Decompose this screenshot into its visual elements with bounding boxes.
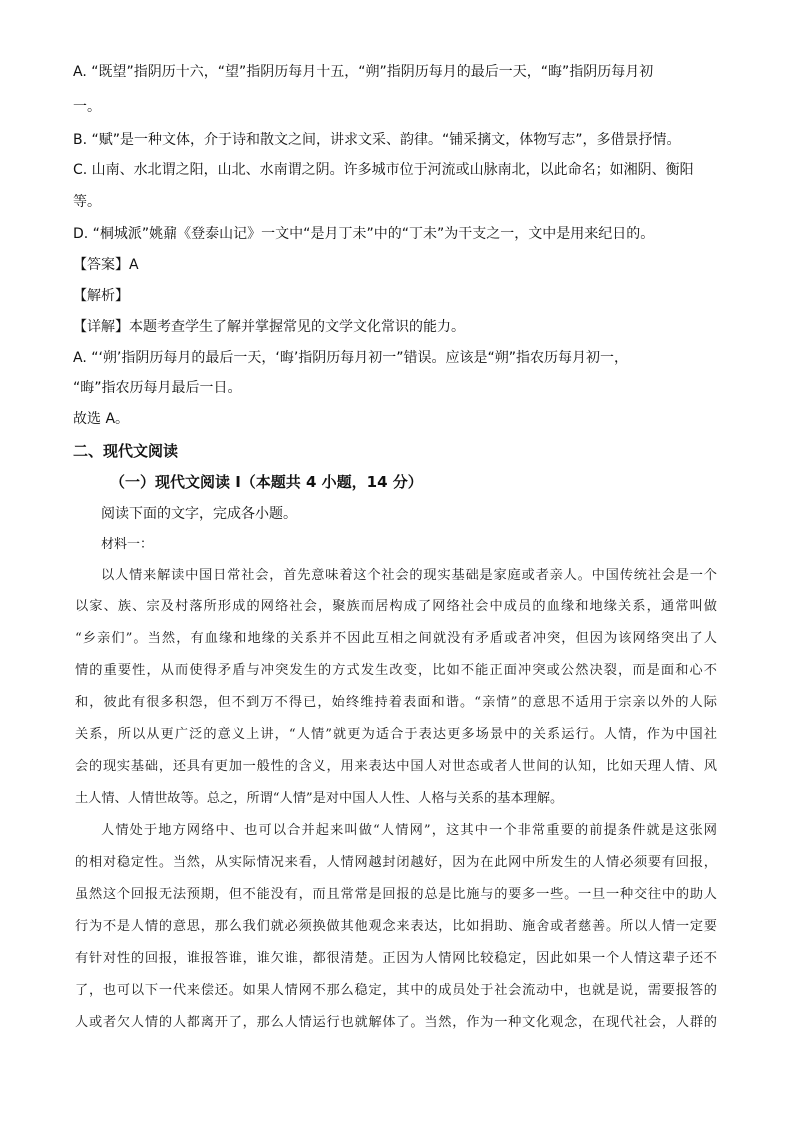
- analysis-label: 【解析】: [73, 288, 129, 304]
- passage-line: 情的重要性，从而使得矛盾与冲突发生的方式发生改变，比如不能正面冲突或公然决裂，而是面和心不: [75, 663, 717, 678]
- passage-line: 会的现实基础，还具有更加一般性的含义，用来表达中国人对世态或者人世间的认知，比如天理人情、风: [75, 759, 717, 774]
- conclusion-line: 故选 A。: [73, 411, 130, 427]
- option-a-line-1: A. “既望”指阴历十六，“望”指阴历每月十五，“朔”指阴历每月的最后一天，“晦”指阴历每月初: [73, 64, 654, 80]
- option-c-line-1: C. 山南、水北谓之阳，山北、水南谓之阴。许多城市位于河流或山脉南北，以此命名；如湘阴、衡阳: [73, 162, 694, 178]
- passage-line: 土人情、人情世故等。总之，所谓“人情”是对中国人人性、人格与关系的基本理解。: [75, 791, 564, 806]
- passage-line: 关系，所以从更广泛的意义上讲，“人情”就更为适合于表达更多场景中的关系运行。人情，作为中国社: [75, 727, 717, 742]
- subsection-title: （一）现代文阅读 I（本题共 4 小题，14 分）: [110, 473, 423, 491]
- material-label: 材料一：: [101, 537, 154, 552]
- passage-line: 的相对稳定性。当然，从实际情况来看，人情网越封闭越好，因为在此网中所发生的人情必须要有回报，: [75, 855, 717, 870]
- answer-line: 【答案】A: [73, 257, 139, 273]
- section-title: 二、现代文阅读: [73, 442, 179, 460]
- explanation-line-1: A. “‘朔’指阴历每月的最后一天，‘晦’指阴历每月初一”错误。应该是“朔”指农历每月初一，: [73, 350, 629, 366]
- passage-line: 行为不是人情的意思，那么我们就必须换做其他观念来表达，比如捐助、施舍或者慈善。所以人情一定要: [75, 919, 717, 934]
- passage-line: 了，也可以下一代来偿还。如果人情网不那么稳定，其中的成员处于社会流动中，也就是说，需要报答的: [75, 983, 717, 998]
- detail-line: 【详解】本题考查学生了解并掌握常见的文学文化常识的能力。: [73, 319, 465, 335]
- option-b: B. “赋”是一种文体，介于诗和散文之间，讲求文采、韵律。“铺采摛文，体物写志”，多借景抒情。: [73, 132, 681, 148]
- option-d: D. “桐城派”姚鼐《登泰山记》一文中“是月丁未”中的“丁未”为干支之一，文中是用来纪日的。: [73, 226, 655, 242]
- passage-line: 人或者欠人情的人都离开了，那么人情运行也就解体了。当然，作为一种文化观念，在现代社会，人群的: [75, 1015, 717, 1030]
- passage-line: 和，彼此有很多积怨，但不到万不得已，始终维持着表面和谐。“亲情”的意思不适用于宗亲以外的人际: [75, 695, 717, 710]
- passage-line: 人情处于地方网络中、也可以合并起来叫做“人情网”，这其中一个非常重要的前提条件就是这张网: [101, 823, 717, 838]
- option-a-line-2: 一。: [73, 99, 101, 115]
- passage-line: “乡亲们”。当然，有血缘和地缘的关系并不因此互相之间就没有矛盾或者冲突，但因为该网络突出了人: [75, 631, 717, 646]
- passage-line: 有针对性的回报，谁报答谁，谁欠谁，都很清楚。正因为人情网比较稳定，因此如果一个人情这辈子还不: [75, 951, 717, 966]
- passage-line: 以家、族、宗及村落所形成的网络社会，聚族而居构成了网络社会中成员的血缘和地缘关系，通常叫做: [75, 599, 717, 614]
- passage-line: 以人情来解读中国日常社会，首先意味着这个社会的现实基础是家庭或者亲人。中国传统社会是一个: [101, 568, 717, 583]
- option-c-line-2: 等。: [73, 194, 101, 210]
- passage-line: 虽然这个回报无法预期，但不能没有，而且常常是回报的总是比施与的要多一些。一旦一种交往中的助人: [75, 887, 717, 902]
- explanation-line-2: “晦”指农历每月最后一日。: [73, 380, 242, 396]
- instruction-line: 阅读下面的文字，完成各小题。: [101, 506, 297, 522]
